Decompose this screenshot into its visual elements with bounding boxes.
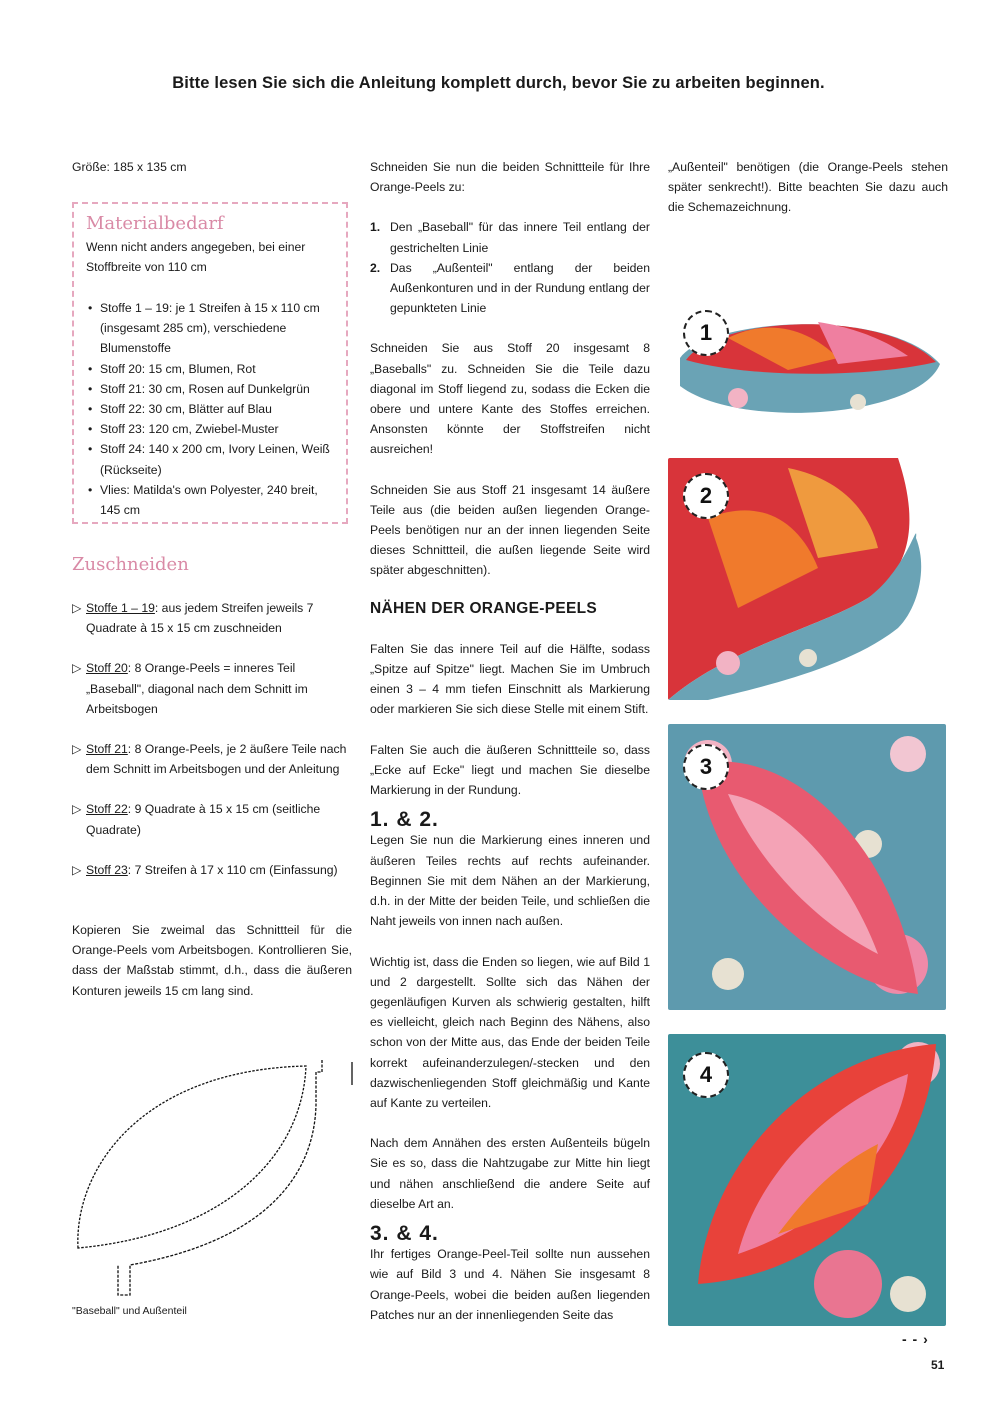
photo-number-badge: 2 (683, 473, 729, 519)
material-intro: Wenn nicht anders angegeben, bei einer Stoffbreite von 110 cm (86, 240, 306, 275)
cut-intro: Schneiden Sie nun die beiden Schnittteile für Ihre Orange-Peels zu: (370, 160, 650, 195)
step-34-heading: 3. & 4. (370, 1221, 439, 1245)
cutting-item-label: Stoff 21 (86, 742, 128, 757)
baseball-outline (78, 1066, 306, 1248)
page-number: 51 (931, 1358, 945, 1372)
copy-paragraph: Kopieren Sie zweimal das Schnittteil für die Orange-Peels vom Arbeitsbogen. Kontrollieren Sie, dass der Maßstab stimmt, d.h., dass die äußeren Konturen jeweils 15 cm lang sind. (72, 923, 352, 998)
cutting-item (72, 658, 352, 719)
pattern-diagram (70, 1060, 360, 1300)
cutting-item-text: : 9 Quadrate à 15 x 15 cm (seitliche Quadrate) (86, 802, 321, 837)
cutting-item-label: Stoff 23 (86, 862, 128, 877)
photo-number-badge: 4 (683, 1052, 729, 1098)
step-number: 2. (370, 260, 381, 275)
material-item: • Stoff 23: 120 cm, Zwiebel-Muster (86, 419, 340, 439)
cut-step (370, 258, 650, 319)
paragraph-fold-inner: Falten Sie das innere Teil auf die Hälfte, sodass „Spitze auf Spitze" liegt. Machen Sie im Umbruch einen 3 – 4 mm tiefen Einschnitt als Markierung oder markieren Sie sich diese Stelle mit einem Stift. (370, 641, 650, 717)
cutting-item-text: : 7 Streifen à 17 x 110 cm (Einfassung) (127, 862, 338, 877)
cutting-item (72, 860, 352, 880)
paragraph-fold-outer: Falten Sie auch die äußeren Schnittteile so, dass „Ecke auf Ecke" liegt und machen Sie dieselbe Markierung in der Rundung. (370, 742, 650, 798)
photo-number-badge: 1 (683, 310, 729, 356)
triangle-icon: ▷ (72, 601, 82, 615)
diagram-caption: "Baseball" und Außenteil (72, 1305, 187, 1317)
cutting-item-text: : 8 Orange-Peels = inneres Teil „Baseball", diagonal nach dem Schnitt im Arbeitsbogen (86, 661, 308, 716)
page-header: Bitte lesen Sie sich die Anleitung komplett durch, bevor Sie zu arbeiten beginnen. (172, 74, 825, 92)
triangle-icon: ▷ (72, 742, 82, 757)
triangle-icon: ▷ (72, 862, 82, 877)
material-title: Materialbedarf (86, 213, 224, 234)
photo-step-4 (668, 1034, 946, 1326)
cut-steps (370, 217, 650, 318)
cutting-item (72, 799, 352, 839)
cutting-item-label: Stoffe 1 – 19 (86, 601, 155, 615)
sewing-heading: NÄHEN DER ORANGE-PEELS (370, 599, 598, 617)
cutting-list (72, 598, 352, 900)
step-number: 1. (370, 220, 381, 235)
step-text: Den „Baseball" für das innere Teil entlang der gestrichelten Linie (390, 220, 650, 255)
next-page-arrow-icon[interactable]: - - › (902, 1331, 929, 1347)
material-item: • Stoff 22: 30 cm, Blätter auf Blau (86, 399, 340, 419)
size-line: Größe: 185 x 135 cm (72, 160, 187, 174)
cutting-item (72, 739, 352, 779)
outer-piece-outline (118, 1060, 322, 1295)
cutting-title: Zuschneiden (72, 554, 189, 575)
paragraph-finished: Ihr fertiges Orange-Peel-Teil sollte nun aussehen wie auf Bild 3 und 4. Nähen Sie insgesamt 8 Orange-Peels, wobei die beiden außen liegenden Patches nur an der innenliegenden Seite das (370, 1247, 650, 1322)
paragraph-outer-parts: Schneiden Sie aus Stoff 21 insgesamt 14 äußere Teile aus (die beiden außen liegenden Orange-Peels benötigen nur an der innen liegenden Seite dieses Schnittteil, die außen liegende Seite wird später abgeschnitten). (370, 482, 650, 578)
photo-number-badge: 3 (683, 744, 729, 790)
triangle-icon: ▷ (72, 661, 82, 676)
paragraph-sew: Legen Sie nun die Markierung eines inneren und äußeren Teiles rechts auf rechts aufeinander. Beginnen Sie mit dem Nähen an der Markierung, d.h. in der Mitte der beiden Teile, und schließen die Naht jeweils von innen nach außen. (370, 833, 650, 929)
cutting-item-text: : aus jedem Streifen jeweils 7 Quadrate à 15 x 15 cm zuschneiden (86, 601, 314, 636)
material-item: • Stoff 24: 140 x 200 cm, Ivory Leinen, Weiß (Rückseite) (86, 439, 340, 479)
paragraph-baseballs: Schneiden Sie aus Stoff 20 insgesamt 8 „Baseballs" zu. Schneiden Sie die Teile dazu diagonal im Stoff liegend zu, sodass die Ecken die obere und untere Kante des Stoffes erreichen. Ansonsten könnte der Stoffstreifen nicht ausreichen! (370, 341, 650, 457)
cut-step (370, 217, 650, 257)
paragraph-important: Wichtig ist, dass die Enden so liegen, wie auf Bild 1 und 2 dargestellt. Sollte sich das Nähen der gegenläufigen Kurven als schwierig gestalten, hilft es vielleicht, gleich nach Beginn des Nähens, also schon von der Mitte aus, das Ende der beiden Teile korrekt aufeinanderzulegen/-stecken und den dazwischenliegenden Stoff gleichmäßig und Kante auf Kante zu verteilen. (370, 954, 650, 1110)
triangle-icon: ▷ (72, 802, 82, 817)
step-text: Das „Außenteil" entlang der beiden Außenkonturen und in der Rundung entlang der gepunkteten Linie (390, 260, 650, 316)
material-item: • Stoff 21: 30 cm, Rosen auf Dunkelgrün (86, 379, 340, 399)
cutting-item-text: : 8 Orange-Peels, je 2 äußere Teile nach dem Schnitt im Arbeitsbogen und der Anleitung (86, 742, 347, 777)
material-item: • Vlies: Matilda's own Polyester, 240 breit, 145 cm (86, 480, 340, 520)
material-item: • Stoff 20: 15 cm, Blumen, Rot (86, 359, 340, 379)
photo-step-1 (668, 298, 946, 434)
paragraph-press: Nach dem Annähen des ersten Außenteils bügeln Sie es so, dass die Nahtzugabe zur Mitte hin liegt und nähen anschließend die andere Seite auf dieselbe Art an. (370, 1136, 650, 1211)
cutting-item (72, 598, 352, 638)
material-list (86, 298, 340, 520)
step-12-heading: 1. & 2. (370, 808, 439, 832)
photo-step-2 (668, 458, 946, 700)
cutting-item-label: Stoff 20 (86, 661, 128, 676)
cutting-item-label: Stoff 22 (86, 802, 128, 817)
middle-column (370, 157, 650, 1325)
photo-step-3 (668, 724, 946, 1010)
right-paragraph: „Außenteil" benötigen (die Orange-Peels stehen später senkrecht!). Bitte beachten Sie dazu auch die Schemazeichnung. (668, 160, 948, 215)
material-item: • Stoffe 1 – 19: je 1 Streifen à 15 x 110 cm (insgesamt 285 cm), verschiedene Blumenstoffe (86, 298, 340, 359)
